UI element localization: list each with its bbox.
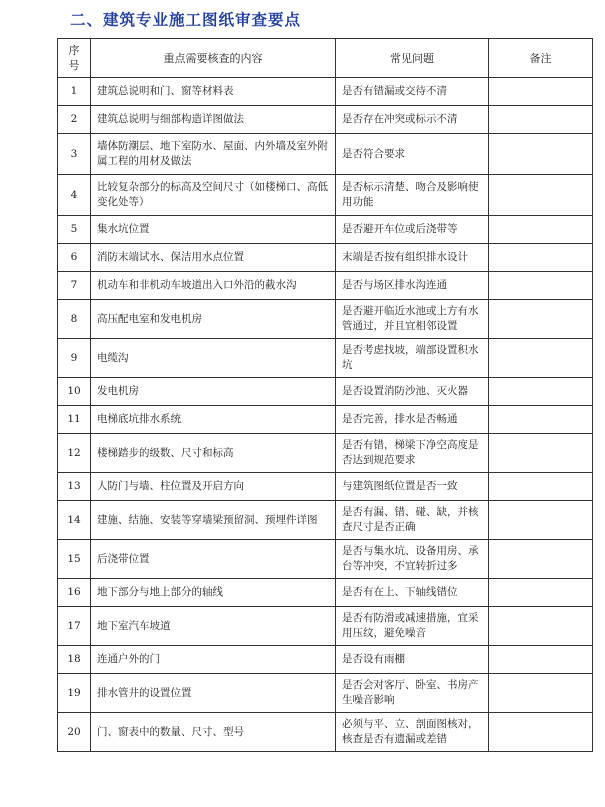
row-number: 17 — [58, 607, 91, 646]
table-row — [58, 434, 593, 473]
row-issue: 是否避开车位或后浇带等 — [336, 216, 489, 244]
row-content: 门、窗表中的数量、尺寸、型号 — [91, 713, 336, 752]
row-number: 16 — [58, 579, 91, 607]
row-number: 6 — [58, 244, 91, 272]
row-number: 11 — [58, 406, 91, 434]
table-row — [58, 300, 593, 339]
row-content: 建筑总说明和门、窗等材料表 — [91, 78, 336, 106]
row-content: 发电机房 — [91, 378, 336, 406]
row-number: 8 — [58, 300, 91, 339]
table-row — [58, 607, 593, 646]
table-row — [58, 473, 593, 501]
row-remark — [489, 434, 593, 473]
row-content: 连通户外的门 — [91, 646, 336, 674]
row-number: 1 — [58, 78, 91, 106]
section-title: 二、建筑专业施工图纸审查要点 — [70, 11, 302, 29]
row-issue: 是否存在冲突或标示不清 — [336, 106, 489, 134]
row-content: 人防门与墙、柱位置及开启方向 — [91, 473, 336, 501]
header-seq-line2: 号 — [68, 59, 80, 72]
row-remark — [489, 713, 593, 752]
table-row — [58, 540, 593, 579]
table-row — [58, 134, 593, 175]
row-remark — [489, 501, 593, 540]
row-issue: 是否设置消防沙池、灭火器 — [336, 378, 489, 406]
table-row — [58, 646, 593, 674]
header-remark: 备注 — [489, 39, 593, 78]
row-content: 集水坑位置 — [91, 216, 336, 244]
table-row — [58, 175, 593, 216]
row-number: 9 — [58, 339, 91, 378]
row-number: 5 — [58, 216, 91, 244]
row-content: 建筑总说明与细部构造详图做法 — [91, 106, 336, 134]
row-content: 高压配电室和发电机房 — [91, 300, 336, 339]
row-issue: 是否设有雨棚 — [336, 646, 489, 674]
row-number: 19 — [58, 674, 91, 713]
row-issue: 是否避开临近水池或上方有水管通过，并且宜相邻设置 — [336, 300, 489, 339]
row-content: 排水管井的设置位置 — [91, 674, 336, 713]
table-row — [58, 216, 593, 244]
row-remark — [489, 473, 593, 501]
row-number: 3 — [58, 134, 91, 175]
row-issue: 必须与平、立、剖面图核对，核查是否有遗漏或差错 — [336, 713, 489, 752]
row-issue: 是否有错漏或交待不清 — [336, 78, 489, 106]
row-issue: 是否有防滑或减速措施，宜采用压纹，避免噪音 — [336, 607, 489, 646]
row-remark — [489, 540, 593, 579]
table-row — [58, 244, 593, 272]
row-content: 墙体防潮层、地下室防水、屋面、内外墙及室外附属工程的用材及做法 — [91, 134, 336, 175]
row-remark — [489, 244, 593, 272]
row-remark — [489, 106, 593, 134]
row-issue: 末端是否按有组织排水设计 — [336, 244, 489, 272]
row-issue: 是否符合要求 — [336, 134, 489, 175]
row-content: 电梯底坑排水系统 — [91, 406, 336, 434]
table-header-row — [58, 39, 593, 78]
row-issue: 是否完善，排水是否畅通 — [336, 406, 489, 434]
row-number: 12 — [58, 434, 91, 473]
table-row — [58, 78, 593, 106]
row-number: 18 — [58, 646, 91, 674]
row-content: 比较复杂部分的标高及空间尺寸（如楼梯口、高低变化处等） — [91, 175, 336, 216]
table-row — [58, 674, 593, 713]
row-remark — [489, 339, 593, 378]
row-issue: 是否与场区排水沟连通 — [336, 272, 489, 300]
table-row — [58, 713, 593, 752]
row-number: 7 — [58, 272, 91, 300]
table-row — [58, 378, 593, 406]
header-seq-line1: 序 — [68, 44, 80, 57]
row-remark — [489, 607, 593, 646]
row-remark — [489, 579, 593, 607]
row-remark — [489, 216, 593, 244]
row-issue: 是否标示清楚、吻合及影响使用功能 — [336, 175, 489, 216]
review-table — [57, 38, 593, 752]
row-remark — [489, 134, 593, 175]
row-issue: 是否与集水坑、设备用房、承台等冲突，不宜转折过多 — [336, 540, 489, 579]
row-remark — [489, 300, 593, 339]
row-issue: 是否考虑找坡，端部设置积水坑 — [336, 339, 489, 378]
header-seq — [58, 39, 91, 78]
row-remark — [489, 674, 593, 713]
row-content: 电缆沟 — [91, 339, 336, 378]
table-row — [58, 579, 593, 607]
table-row — [58, 501, 593, 540]
header-content: 重点需要核查的内容 — [91, 39, 336, 78]
row-number: 15 — [58, 540, 91, 579]
row-number: 13 — [58, 473, 91, 501]
row-content: 机动车和非机动车坡道出入口外沿的截水沟 — [91, 272, 336, 300]
row-remark — [489, 175, 593, 216]
row-content: 后浇带位置 — [91, 540, 336, 579]
row-issue: 是否有漏、错、碰、缺，并核查尺寸是否正确 — [336, 501, 489, 540]
row-content: 消防末端试水、保洁用水点位置 — [91, 244, 336, 272]
header-issue: 常见问题 — [336, 39, 489, 78]
table-row — [58, 406, 593, 434]
row-issue: 是否会对客厅、卧室、书房产生噪音影响 — [336, 674, 489, 713]
row-content: 地下部分与地上部分的轴线 — [91, 579, 336, 607]
row-content: 地下室汽车坡道 — [91, 607, 336, 646]
row-issue: 是否有错，梯梁下净空高度是否达到规范要求 — [336, 434, 489, 473]
row-number: 14 — [58, 501, 91, 540]
table-row — [58, 339, 593, 378]
row-number: 4 — [58, 175, 91, 216]
table-row — [58, 272, 593, 300]
row-number: 10 — [58, 378, 91, 406]
row-content: 建施、结施、安装等穿墙梁预留洞、预埋件详图 — [91, 501, 336, 540]
row-issue: 是否有在上、下轴线错位 — [336, 579, 489, 607]
row-content: 楼梯踏步的级数、尺寸和标高 — [91, 434, 336, 473]
row-number: 20 — [58, 713, 91, 752]
row-remark — [489, 272, 593, 300]
row-remark — [489, 646, 593, 674]
table-row — [58, 106, 593, 134]
row-number: 2 — [58, 106, 91, 134]
row-remark — [489, 378, 593, 406]
row-issue: 与建筑图纸位置是否一致 — [336, 473, 489, 501]
row-remark — [489, 406, 593, 434]
row-remark — [489, 78, 593, 106]
